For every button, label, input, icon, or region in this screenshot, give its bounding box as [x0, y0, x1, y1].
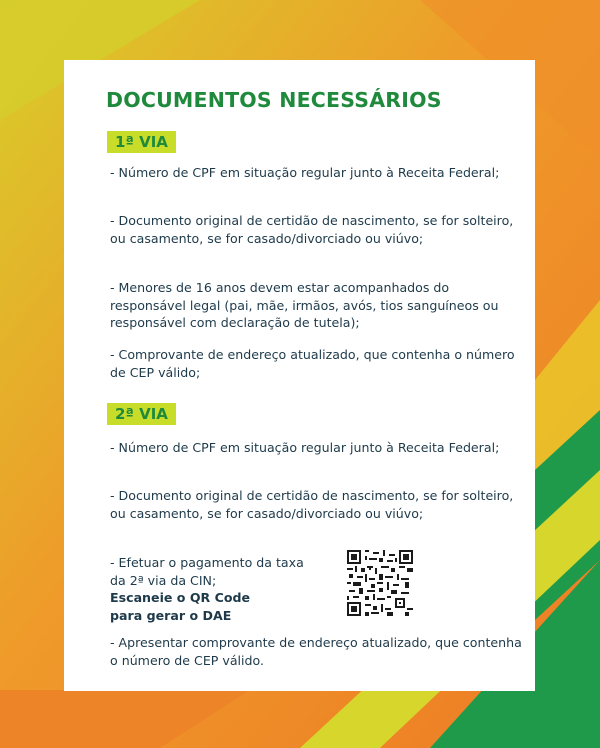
- badge-1a-via: 1ª VIA: [107, 131, 176, 153]
- via2-item-pagamento: [110, 554, 340, 624]
- payment-line-4: para gerar o DAE: [110, 607, 232, 623]
- payment-line-2: da 2ª via da CIN;: [110, 572, 217, 588]
- via1-item-cpf: - Número de CPF em situação regular junto à Receita Federal;: [110, 165, 500, 180]
- via1-item-comprovante: - Comprovante de endereço atualizado, que contenha o número de CEP válido;: [110, 347, 515, 380]
- via2-item-comprovante: - Apresentar comprovante de endereço atualizado, que contenha o número de CEP válido.: [110, 635, 522, 668]
- via1-item-menores: - Menores de 16 anos devem estar acompanhados do responsável legal (pai, mãe, irmãos, avós, tios sanguíneos ou responsável com declaração de tutela);: [110, 280, 499, 330]
- qr-code-icon[interactable]: [347, 550, 413, 616]
- via2-item-certidao: - Documento original de certidão de nascimento, se for solteiro, ou casamento, se for casado/divorciado ou viúvo;: [110, 488, 514, 521]
- payment-line-3: Escaneie o QR Code: [110, 590, 251, 605]
- via2-item-cpf: - Número de CPF em situação regular junto à Receita Federal;: [110, 440, 500, 455]
- page-title: DOCUMENTOS NECESSÁRIOS: [106, 88, 442, 112]
- documents-card: [64, 60, 535, 691]
- payment-line-1: - Efetuar o pagamento da taxa: [110, 555, 304, 570]
- via1-item-certidao: - Documento original de certidão de nascimento, se for solteiro, ou casamento, se for casado/divorciado ou viúvo;: [110, 213, 514, 246]
- badge-2a-via: 2ª VIA: [107, 403, 176, 425]
